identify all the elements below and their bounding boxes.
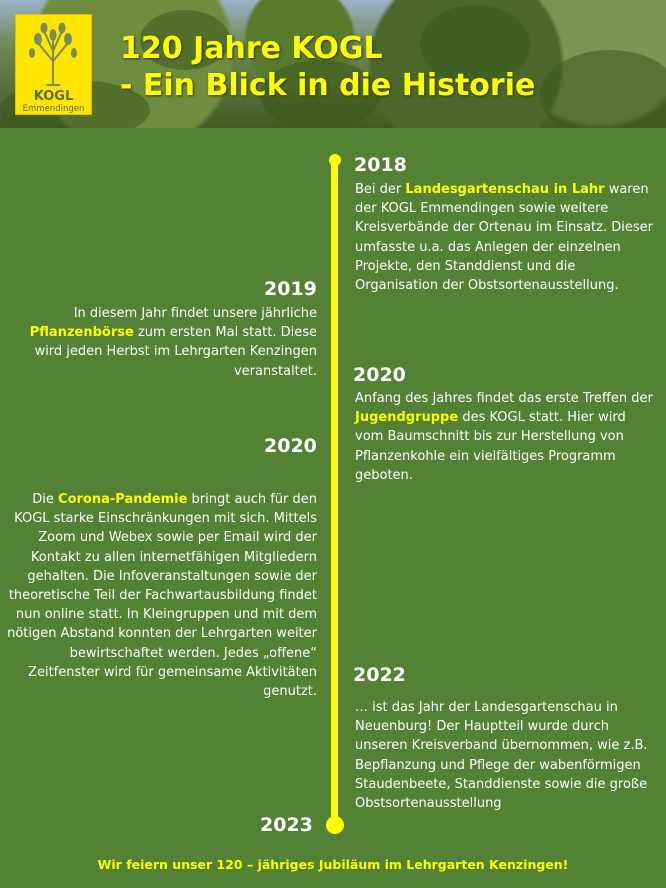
year-2022: 2022 <box>353 664 406 686</box>
logo-subtext: Emmendingen <box>22 104 85 114</box>
year-2020-jugendgruppe: 2020 <box>353 364 406 386</box>
timeline-line <box>331 160 338 825</box>
page-title <box>120 30 535 104</box>
header-photo <box>0 0 666 128</box>
year-2018: 2018 <box>354 154 407 176</box>
entry-2022-text: … ist das Jahr der Landesgartenschau in Neuenburg! Der Hauptteil wurde durch unseren Kreisverband übernommen, wie z.B. Bepflanzung und Pflege der wabenförmigen Staudenbeete, Standdienste sowie die große Obstsortenausstellung <box>355 700 648 812</box>
footer-text: Wir feiern unser 120 – jähriges Jubiläum im Lehrgarten Kenzingen! <box>97 857 569 872</box>
highlight: Jugendgruppe <box>355 410 459 426</box>
entry-2019-text: In diesem Jahr findet unsere jährliche Pflanzenbörse zum ersten Mal statt. Diese wird jeden Herbst im Lehrgarten Kenzingen veranstaltet. <box>29 306 317 379</box>
tree-icon <box>26 21 81 87</box>
highlight: Corona-Pandemie <box>58 492 188 507</box>
logo-text: KOGL <box>33 89 74 104</box>
entry-2020-jugend-text: Anfang des Jahres findet das erste Treffen der Jugendgruppe des KOGL statt. Hier wird vom Baumschnitt bis zur Herstellung von Pflanzenkohle ein vielfältiges Programm geboten. <box>355 391 653 483</box>
year-2020-corona: 2020 <box>264 435 317 457</box>
year-2023: 2023 <box>260 814 313 836</box>
highlight: Landesgartenschau in Lahr <box>405 182 605 197</box>
timeline-dot <box>329 154 341 166</box>
entry-2020-corona-text: Die Corona-Pandemie bringt auch für den KOGL starke Einschränkungen mit sich. Mittels Zoom und Webex sowie per Email wird der Kontakt zu allen internetfähigen Mitgliedern gehalten. Die Infoveranstaltungen sowie der theoretische Teil der Fachwartausbildung findet nun online statt. In Kleingruppen und mit dem nötigen Abstand konnten der Lehrgarten weiter bewirtschaftet werden. Jedes „offene“ Zeitfenster wird für gemeinsame Aktivitäten genutzt. <box>7 492 317 700</box>
highlight: Pflanzenbörse <box>29 325 134 341</box>
kogl-logo <box>15 14 92 115</box>
title-line-1: 120 Jahre KOGL <box>120 31 383 66</box>
entry-2018-text: Bei der Landesgartenschau in Lahr waren der KOGL Emmendingen sowie weitere Kreisverbände der Ortenau im Einsatz. Dieser umfasste u.a. das Anlegen der einzelnen Projekte, den Standdienst und die Organisation der Obstsortenausstellung. <box>355 182 653 294</box>
timeline-end-dot <box>326 816 344 834</box>
title-line-2: - Ein Blick in die Historie <box>120 68 536 103</box>
year-2019: 2019 <box>264 278 317 300</box>
